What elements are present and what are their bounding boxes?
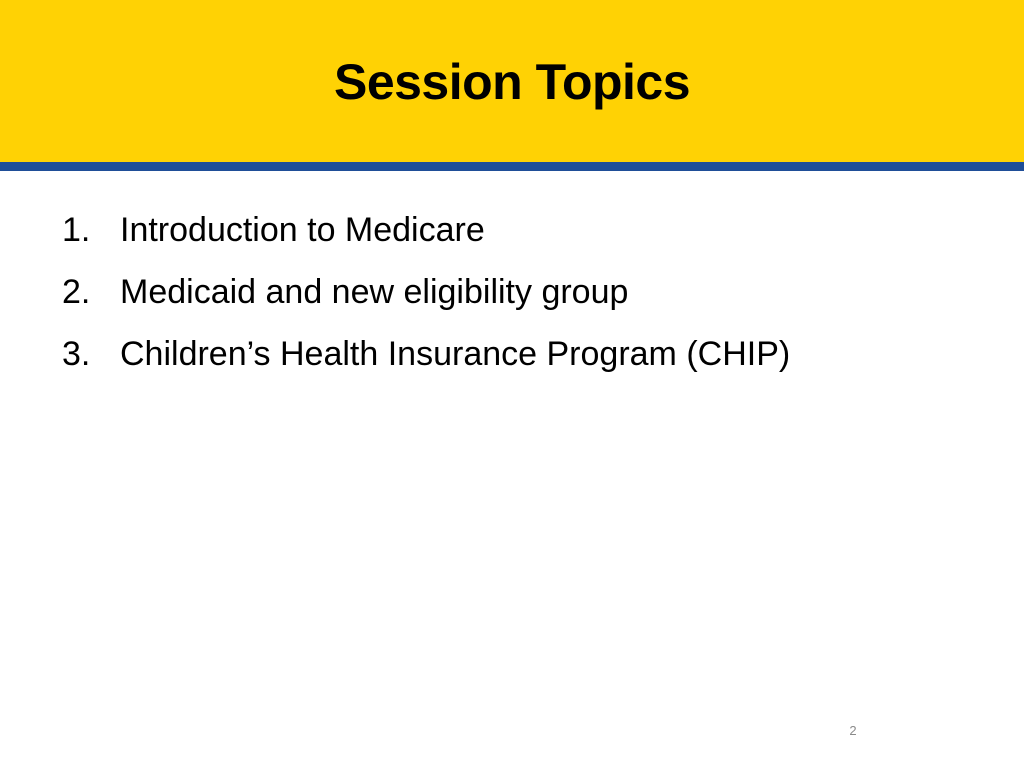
list-item-label: Introduction to Medicare xyxy=(120,211,485,249)
list-item-number: 3. xyxy=(62,335,91,373)
slide-title: Session Topics xyxy=(333,54,691,110)
list-item-label: Children’s Health Insurance Program (CHIP) xyxy=(120,335,791,373)
list-item-number: 1. xyxy=(62,211,91,249)
topics-list xyxy=(62,208,982,394)
list-item xyxy=(62,270,982,332)
title-divider xyxy=(0,162,1024,171)
list-item-label: Medicaid and new eligibility group xyxy=(120,273,629,311)
list-item xyxy=(62,208,982,270)
list-item xyxy=(62,332,982,394)
list-item-number: 2. xyxy=(62,273,91,311)
page-number: 2 xyxy=(849,723,857,738)
